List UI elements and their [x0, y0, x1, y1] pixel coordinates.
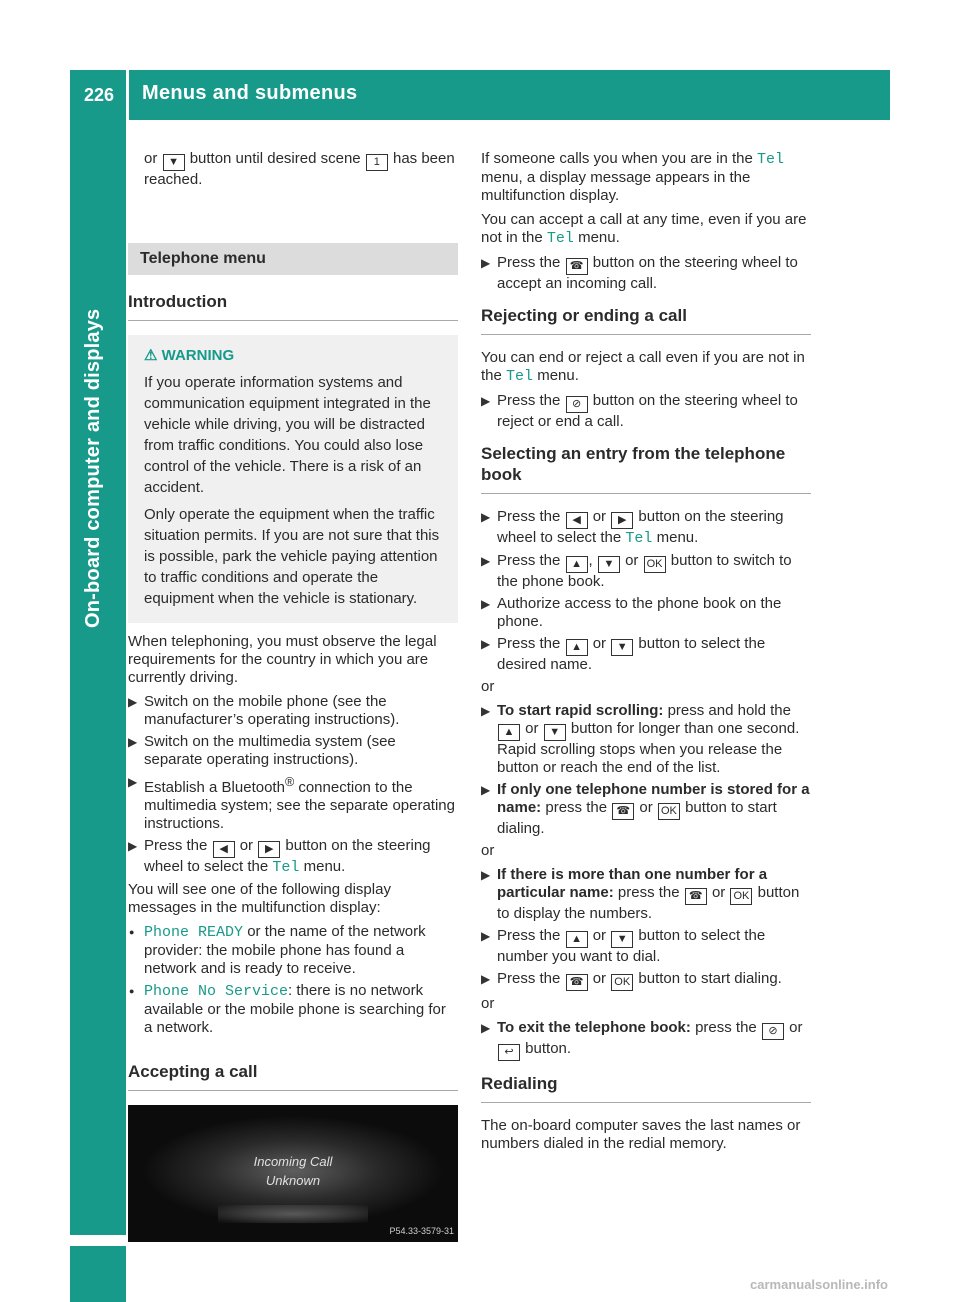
arrow-icon: ▶	[481, 1021, 491, 1035]
warning-icon: ⚠	[144, 347, 158, 364]
back-key-icon: ↩	[498, 1044, 520, 1061]
phone-ready-code: Phone READY	[144, 924, 244, 941]
selecting-heading: Selecting an entry from the telephone book	[481, 443, 811, 494]
scene-number-icon: 1	[366, 154, 388, 171]
step-item: ▶ To exit the telephone book: press the ⊘ or ↩ button.	[481, 1019, 811, 1061]
up-key-icon: ▲	[566, 556, 588, 573]
phone-no-service-code: Phone No Service	[144, 983, 289, 1000]
or-text: or	[481, 842, 495, 859]
redial-text: The on-board computer saves the last names or numbers dialed in the redial memory.	[481, 1117, 801, 1152]
phone-key-icon: ☎	[612, 803, 634, 820]
incoming-text: If someone calls you when you are in the Tel menu, a display message appears in the multifunction display.	[481, 150, 785, 204]
step-item: ▶ Press the ◀ or ▶ button on the steering wheel to select the Tel menu.	[481, 508, 784, 547]
down-key-icon: ▼	[163, 154, 185, 171]
display-messages-text: You will see one of the following display messages in the multifunction display:	[128, 881, 391, 916]
step-item: ▶ Establish a Bluetooth® connection to the multimedia system; see the separate operating instructions.	[128, 775, 455, 832]
arrow-icon: ▶	[481, 783, 491, 797]
step-item: ▶ Press the ⊘ button on the steering wheel to reject or end a call.	[481, 392, 798, 430]
legal-text: When telephoning, you must observe the legal requirements for the country in which you are currently driving.	[128, 633, 437, 686]
arrow-icon: ▶	[481, 256, 491, 270]
step-item: ▶ Press the ▲ or ▼ button to select the desired name.	[481, 635, 766, 673]
page-number: 226	[84, 85, 115, 105]
arrow-icon: ▶	[481, 704, 491, 718]
tel-menu-code: Tel	[546, 230, 574, 247]
down-key-icon: ▼	[598, 556, 620, 573]
warning-paragraph: Only operate the equipment when the traffic situation permits. If you are not sure that this is possible, park the vehicle paying attention to traffic conditions and operate the equipment when the vehicle is stationary.	[144, 506, 440, 607]
bullet-icon: ●	[129, 986, 135, 996]
side-label: On-board computer and displays	[82, 308, 104, 628]
tel-menu-code: Tel	[272, 859, 300, 876]
intro-text: or ▼ button until desired scene 1 has been reached.	[144, 150, 455, 188]
arrow-icon: ▶	[481, 554, 491, 568]
step-item: ▶ Authorize access to the phone book on the phone.	[481, 595, 782, 630]
phone-key-icon: ☎	[566, 974, 588, 991]
footer-watermark: carmanualsonline.info	[750, 1277, 888, 1292]
telephone-menu-heading: Telephone menu	[128, 243, 458, 275]
arrow-icon: ▶	[128, 735, 138, 749]
arrow-icon: ▶	[481, 637, 491, 651]
right-key-icon: ▶	[611, 512, 633, 529]
up-key-icon: ▲	[498, 724, 520, 741]
page-header	[70, 70, 890, 120]
arrow-icon: ▶	[128, 839, 138, 853]
reject-text: You can end or reject a call even if you are not in the Tel menu.	[481, 349, 805, 385]
left-column	[128, 150, 458, 1242]
warning-title: ⚠ WARNING	[144, 347, 235, 364]
down-key-icon: ▼	[611, 639, 633, 656]
or-text: or	[481, 678, 495, 695]
step-item: ▶ Press the ◀ or ▶ button on the steering wheel to select the Tel menu.	[128, 837, 431, 876]
phone-key-icon: ☎	[566, 258, 588, 275]
tel-menu-code: Tel	[506, 368, 534, 385]
arrow-icon: ▶	[128, 775, 138, 789]
step-item: ▶ To start rapid scrolling: press and hold the ▲ or ▼ button for longer than one second. Rapid scrolling stops when you release the button or reach the end of the list.	[481, 702, 800, 776]
hangup-key-icon: ⊘	[566, 396, 588, 413]
screen-reference: P54.33-3579-31	[389, 1226, 454, 1236]
rejecting-heading: Rejecting or ending a call	[481, 305, 811, 335]
ok-key-icon: OK	[730, 888, 752, 905]
right-key-icon: ▶	[258, 841, 280, 858]
up-key-icon: ▲	[566, 639, 588, 656]
tel-menu-code: Tel	[757, 151, 785, 168]
ok-key-icon: OK	[644, 556, 666, 573]
or-text: or	[481, 995, 495, 1012]
display-screenshot	[128, 1105, 458, 1242]
list-item: ● Phone No Service: there is no network available or the mobile phone is searching for a network.	[129, 982, 446, 1036]
left-key-icon: ◀	[566, 512, 588, 529]
bullet-icon: ●	[129, 927, 135, 937]
phone-key-icon: ☎	[685, 888, 707, 905]
arrow-icon: ▶	[481, 394, 491, 408]
step-item: ▶ If there is more than one number for a particular name: press the ☎ or OK button to display the numbers.	[481, 866, 800, 922]
step-item: ▶ Switch on the mobile phone (see the manufacturer’s operating instructions).	[128, 693, 400, 728]
right-column	[481, 150, 811, 1159]
accept-anytime-text: You can accept a call at any time, even if you are not in the Tel menu.	[481, 211, 807, 247]
side-square	[70, 1246, 126, 1302]
arrow-icon: ▶	[481, 929, 491, 943]
step-item: ▶ Press the ▲ or ▼ button to select the number you want to dial.	[481, 927, 766, 965]
left-key-icon: ◀	[213, 841, 235, 858]
arrow-icon: ▶	[481, 510, 491, 524]
warning-box	[128, 335, 458, 623]
redialing-heading: Redialing	[481, 1073, 811, 1103]
screen-title: Incoming Call	[253, 1154, 333, 1169]
step-item: ▶ Press the ▲ , ▼ or OK button to switch to the phone book.	[481, 552, 792, 590]
warning-paragraph: If you operate information systems and communication equipment integrated in the vehicle while driving, you will be distracted from traffic conditions. You could also lose control of the vehicle. There is a risk of an accident.	[144, 374, 431, 496]
section-title: Menus and submenus	[142, 82, 358, 104]
tel-menu-code: Tel	[625, 530, 653, 547]
step-item: ▶ Press the ☎ button on the steering wheel to accept an incoming call.	[481, 254, 798, 292]
header-divider	[126, 70, 129, 120]
introduction-heading: Introduction	[128, 291, 458, 321]
step-item: ▶ If only one telephone number is stored for a name: press the ☎ or OK button to start dialing.	[481, 781, 810, 837]
accepting-call-heading: Accepting a call	[128, 1061, 458, 1091]
screen-glow	[218, 1205, 368, 1223]
hangup-key-icon: ⊘	[762, 1023, 784, 1040]
arrow-icon: ▶	[481, 597, 491, 611]
down-key-icon: ▼	[544, 724, 566, 741]
up-key-icon: ▲	[566, 931, 588, 948]
step-item: ▶ Switch on the multimedia system (see separate operating instructions).	[128, 733, 396, 768]
screen-caller: Unknown	[265, 1173, 321, 1188]
arrow-icon: ▶	[481, 868, 491, 882]
down-key-icon: ▼	[611, 931, 633, 948]
arrow-icon: ▶	[128, 695, 138, 709]
list-item: ● Phone READY or the name of the network provider: the mobile phone has found a network and is ready to receive.	[129, 923, 426, 977]
ok-key-icon: OK	[611, 974, 633, 991]
step-item: ▶ Press the ☎ or OK button to start dialing.	[481, 970, 811, 991]
ok-key-icon: OK	[658, 803, 680, 820]
arrow-icon: ▶	[481, 972, 491, 986]
